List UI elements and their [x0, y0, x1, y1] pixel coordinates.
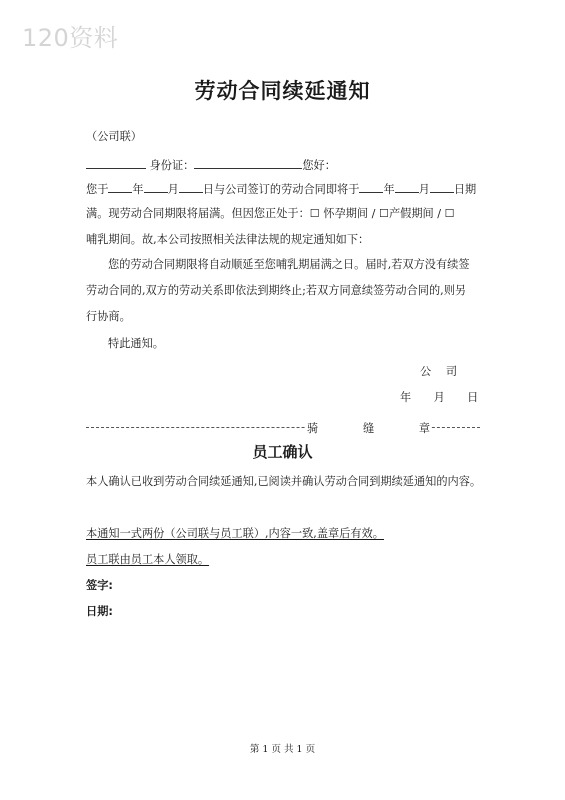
id-blank [194, 157, 302, 169]
employee-confirm: 本人确认已收到劳动合同续延通知,已阅读并确认劳动合同到期续延通知的内容。 [86, 475, 482, 488]
body-line-4: 您的劳动合同期限将自动顺延至您哺乳期届满之日。届时,若双方没有续签 [108, 258, 470, 271]
text: 年 [383, 183, 395, 196]
page-footer: 第 1 页 共 1 页 [249, 744, 316, 755]
text: 日期 [453, 183, 477, 196]
document-title: 劳动合同续延通知 [194, 79, 371, 103]
name-blank [86, 157, 146, 169]
body-line-6: 行协商。 [86, 310, 131, 323]
text: 您于 [86, 183, 109, 196]
blank [359, 181, 383, 193]
body-line-5: 劳动合同的,双方的劳动关系即依法到期终止;若双方同意续签劳动合同的,则另 [86, 284, 467, 297]
note-1: 本通知一式两份（公司联与员工联）,内容一致,盖章后有效。 [86, 527, 384, 540]
blank [108, 181, 132, 193]
body-line-1 [86, 181, 476, 197]
company-copy-label: （公司联） [86, 130, 142, 143]
employee-heading: 员工确认 [252, 443, 313, 461]
signature-date: 年 月 日 [400, 391, 479, 404]
watermark: 120资料 [22, 24, 119, 52]
body-line-3: 哺乳期间。故,本公司按照相关法律法规的规定通知如下： [86, 233, 370, 246]
company-signature: 公 司 [420, 365, 458, 378]
blank [144, 181, 168, 193]
seam-stamp-line [86, 420, 480, 434]
greeting-line [86, 157, 336, 173]
body-line-7: 特此通知。 [108, 337, 164, 350]
text: 年 [132, 183, 144, 196]
date-label: 日期: [86, 605, 113, 618]
blank [395, 181, 419, 193]
text: 月 [418, 183, 430, 196]
id-label: 身份证： [149, 159, 195, 172]
text: 月 [167, 183, 179, 196]
note-2: 员工联由员工本人领取。 [86, 553, 210, 566]
blank [179, 181, 203, 193]
hello-text: 您好： [302, 159, 336, 172]
seam-label: 骑 缝 章 [307, 422, 431, 435]
body-line-2: 满。现劳动合同期限将届满。但因您正处于：☐ 怀孕期间 / ☐产假期间 / ☐ [86, 207, 455, 220]
sign-label: 签字: [86, 579, 113, 592]
blank [430, 181, 454, 193]
text: 日与公司签订的劳动合同即将于 [202, 183, 360, 196]
